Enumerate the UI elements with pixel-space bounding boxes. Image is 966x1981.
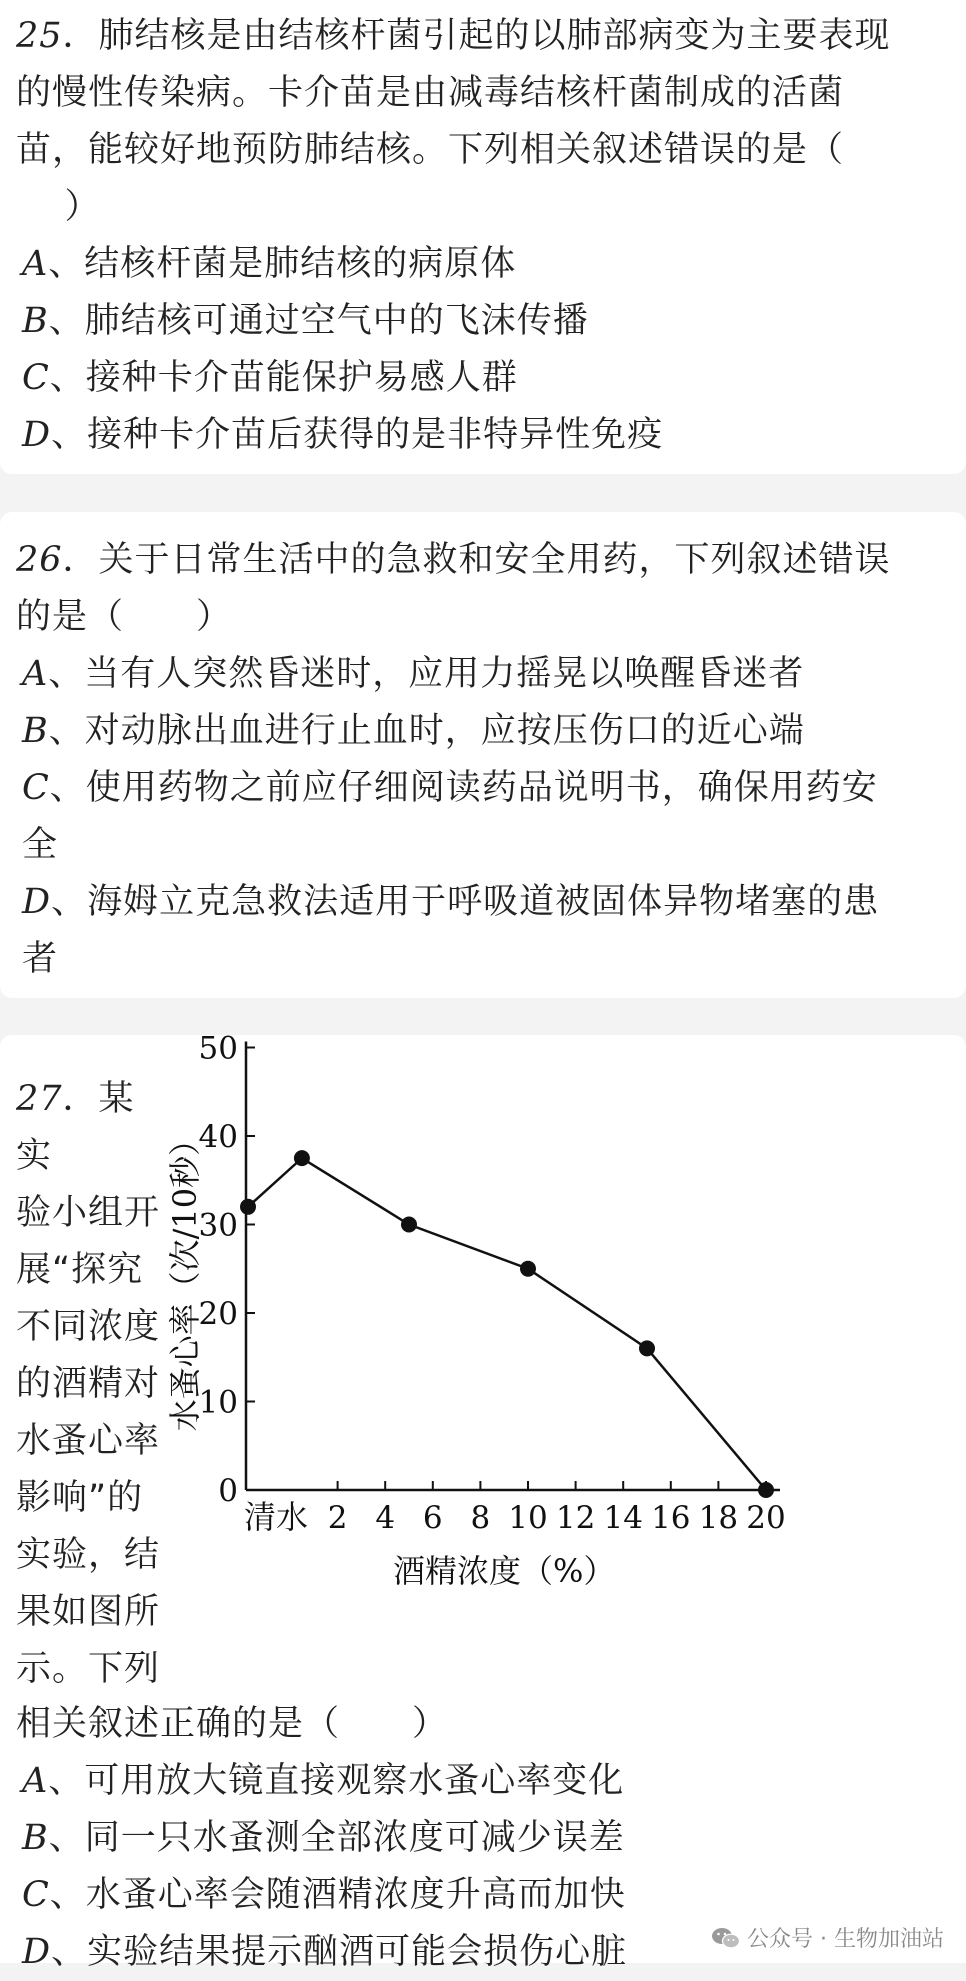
y-tick-label: 10 [198,1384,238,1421]
stem-line: 25．肺结核是由结核杆菌引起的以肺部病变为主要表现 [16,16,891,56]
option-d[interactable]: D、海姆立克急救法适用于呼吸道被固体异物堵塞的患 者 [22,882,880,979]
option-a[interactable]: A、当有人突然昏迷时，应用力摇晃以唤醒昏迷者 [22,654,805,694]
y-axis-title: 水蚤心率（次/10秒） [166,1123,204,1432]
x-tick-label: 20 [746,1500,786,1536]
question-card-25 [0,0,966,474]
stem-line: 相关叙述正确的是（ ） [16,1704,449,1744]
stem-line: 水蚤心率 [16,1421,161,1461]
options-list [16,646,950,988]
x-tick-label: 10 [508,1500,548,1536]
stem-line: 的酒精对 [16,1364,161,1404]
y-tick-label: 40 [198,1119,238,1155]
question-card-27 [0,1035,966,1972]
option-b[interactable]: B、对动脉出血进行止血时，应按压伤口的近心端 [22,711,805,751]
option-d[interactable]: D、接种卡介苗后获得的是非特异性免疫 [22,415,664,455]
watermark-text: 公众号 · 生物加油站 [747,1927,944,1952]
data-point [401,1217,417,1233]
stem-line: 果如图所 [16,1592,161,1632]
question-number: 27 [16,1079,63,1119]
series-line [248,1158,766,1490]
option-continuation: 者 [22,939,59,979]
data-point [758,1482,774,1498]
x-tick-label: 16 [651,1500,691,1536]
question-number: 26 [16,540,63,580]
option-a[interactable]: A、结核杆菌是肺结核的病原体 [22,244,517,284]
x-tick-label: 4 [375,1500,396,1536]
stem-line: 不同浓度 [16,1307,161,1347]
data-point [520,1261,536,1277]
option-continuation: 全 [22,825,59,865]
y-tick-label: 0 [218,1473,238,1509]
question-stem [16,512,950,646]
data-point [639,1340,655,1356]
stem-line: 26．关于日常生活中的急救和安全用药，下列叙述错误 [16,540,891,580]
x-tick-label: 18 [698,1500,739,1536]
stem-line: 苗，能较好地预防肺结核。下列相关叙述错误的是（ [16,130,845,170]
question-number: 25 [16,16,63,56]
chart-svg [166,1035,926,1595]
x-tick-label: 12 [555,1500,596,1536]
stem-line: ） [16,187,101,227]
stem-line: 展“探究 [16,1250,144,1290]
y-tick-label: 30 [198,1207,238,1244]
stem-line: 影响”的 [16,1478,144,1518]
y-tick-label: 50 [198,1035,238,1067]
heart-rate-chart [166,1035,926,1595]
stem-line: 27．某实 [16,1079,135,1176]
x-tick-label: 8 [470,1500,491,1536]
y-tick-label: 20 [198,1296,238,1332]
stem-with-chart [16,1035,950,1698]
option-d[interactable]: D、实验结果提示酗酒可能会损伤心脏 [22,1932,628,1972]
x-axis-title: 酒精浓度（%） [392,1552,616,1590]
question-stem [16,1035,166,1698]
option-b[interactable]: B、肺结核可通过空气中的飞沫传播 [22,301,589,341]
watermark [711,1922,944,1953]
question-stem [16,0,950,236]
stem-line: 实验，结 [16,1535,161,1575]
stem-line: 的慢性传染病。卡介苗是由减毒结核杆菌制成的活菌 [16,73,845,113]
options-list [16,236,950,464]
data-point [240,1199,256,1215]
x-tick-label: 清水 [243,1498,309,1536]
x-tick-label: 14 [603,1500,643,1536]
option-b[interactable]: B、同一只水蚤测全部浓度可减少误差 [22,1818,625,1858]
stem-line: 的是（ ） [16,597,233,637]
data-point [294,1150,310,1166]
x-tick-label: 2 [327,1500,348,1536]
question-card-26 [0,512,966,998]
option-a[interactable]: A、可用放大镜直接观察水蚤心率变化 [22,1761,625,1801]
stem-line: 示。下列 [16,1649,161,1689]
option-c[interactable]: C、使用药物之前应仔细阅读药品说明书，确保用药安 全 [22,768,878,865]
option-c[interactable]: C、接种卡介苗能保护易感人群 [22,358,518,398]
stem-line: 验小组开 [16,1193,161,1233]
option-c[interactable]: C、水蚤心率会随酒精浓度升高而加快 [22,1875,626,1915]
wechat-icon [711,1926,741,1950]
x-tick-label: 6 [422,1500,443,1536]
